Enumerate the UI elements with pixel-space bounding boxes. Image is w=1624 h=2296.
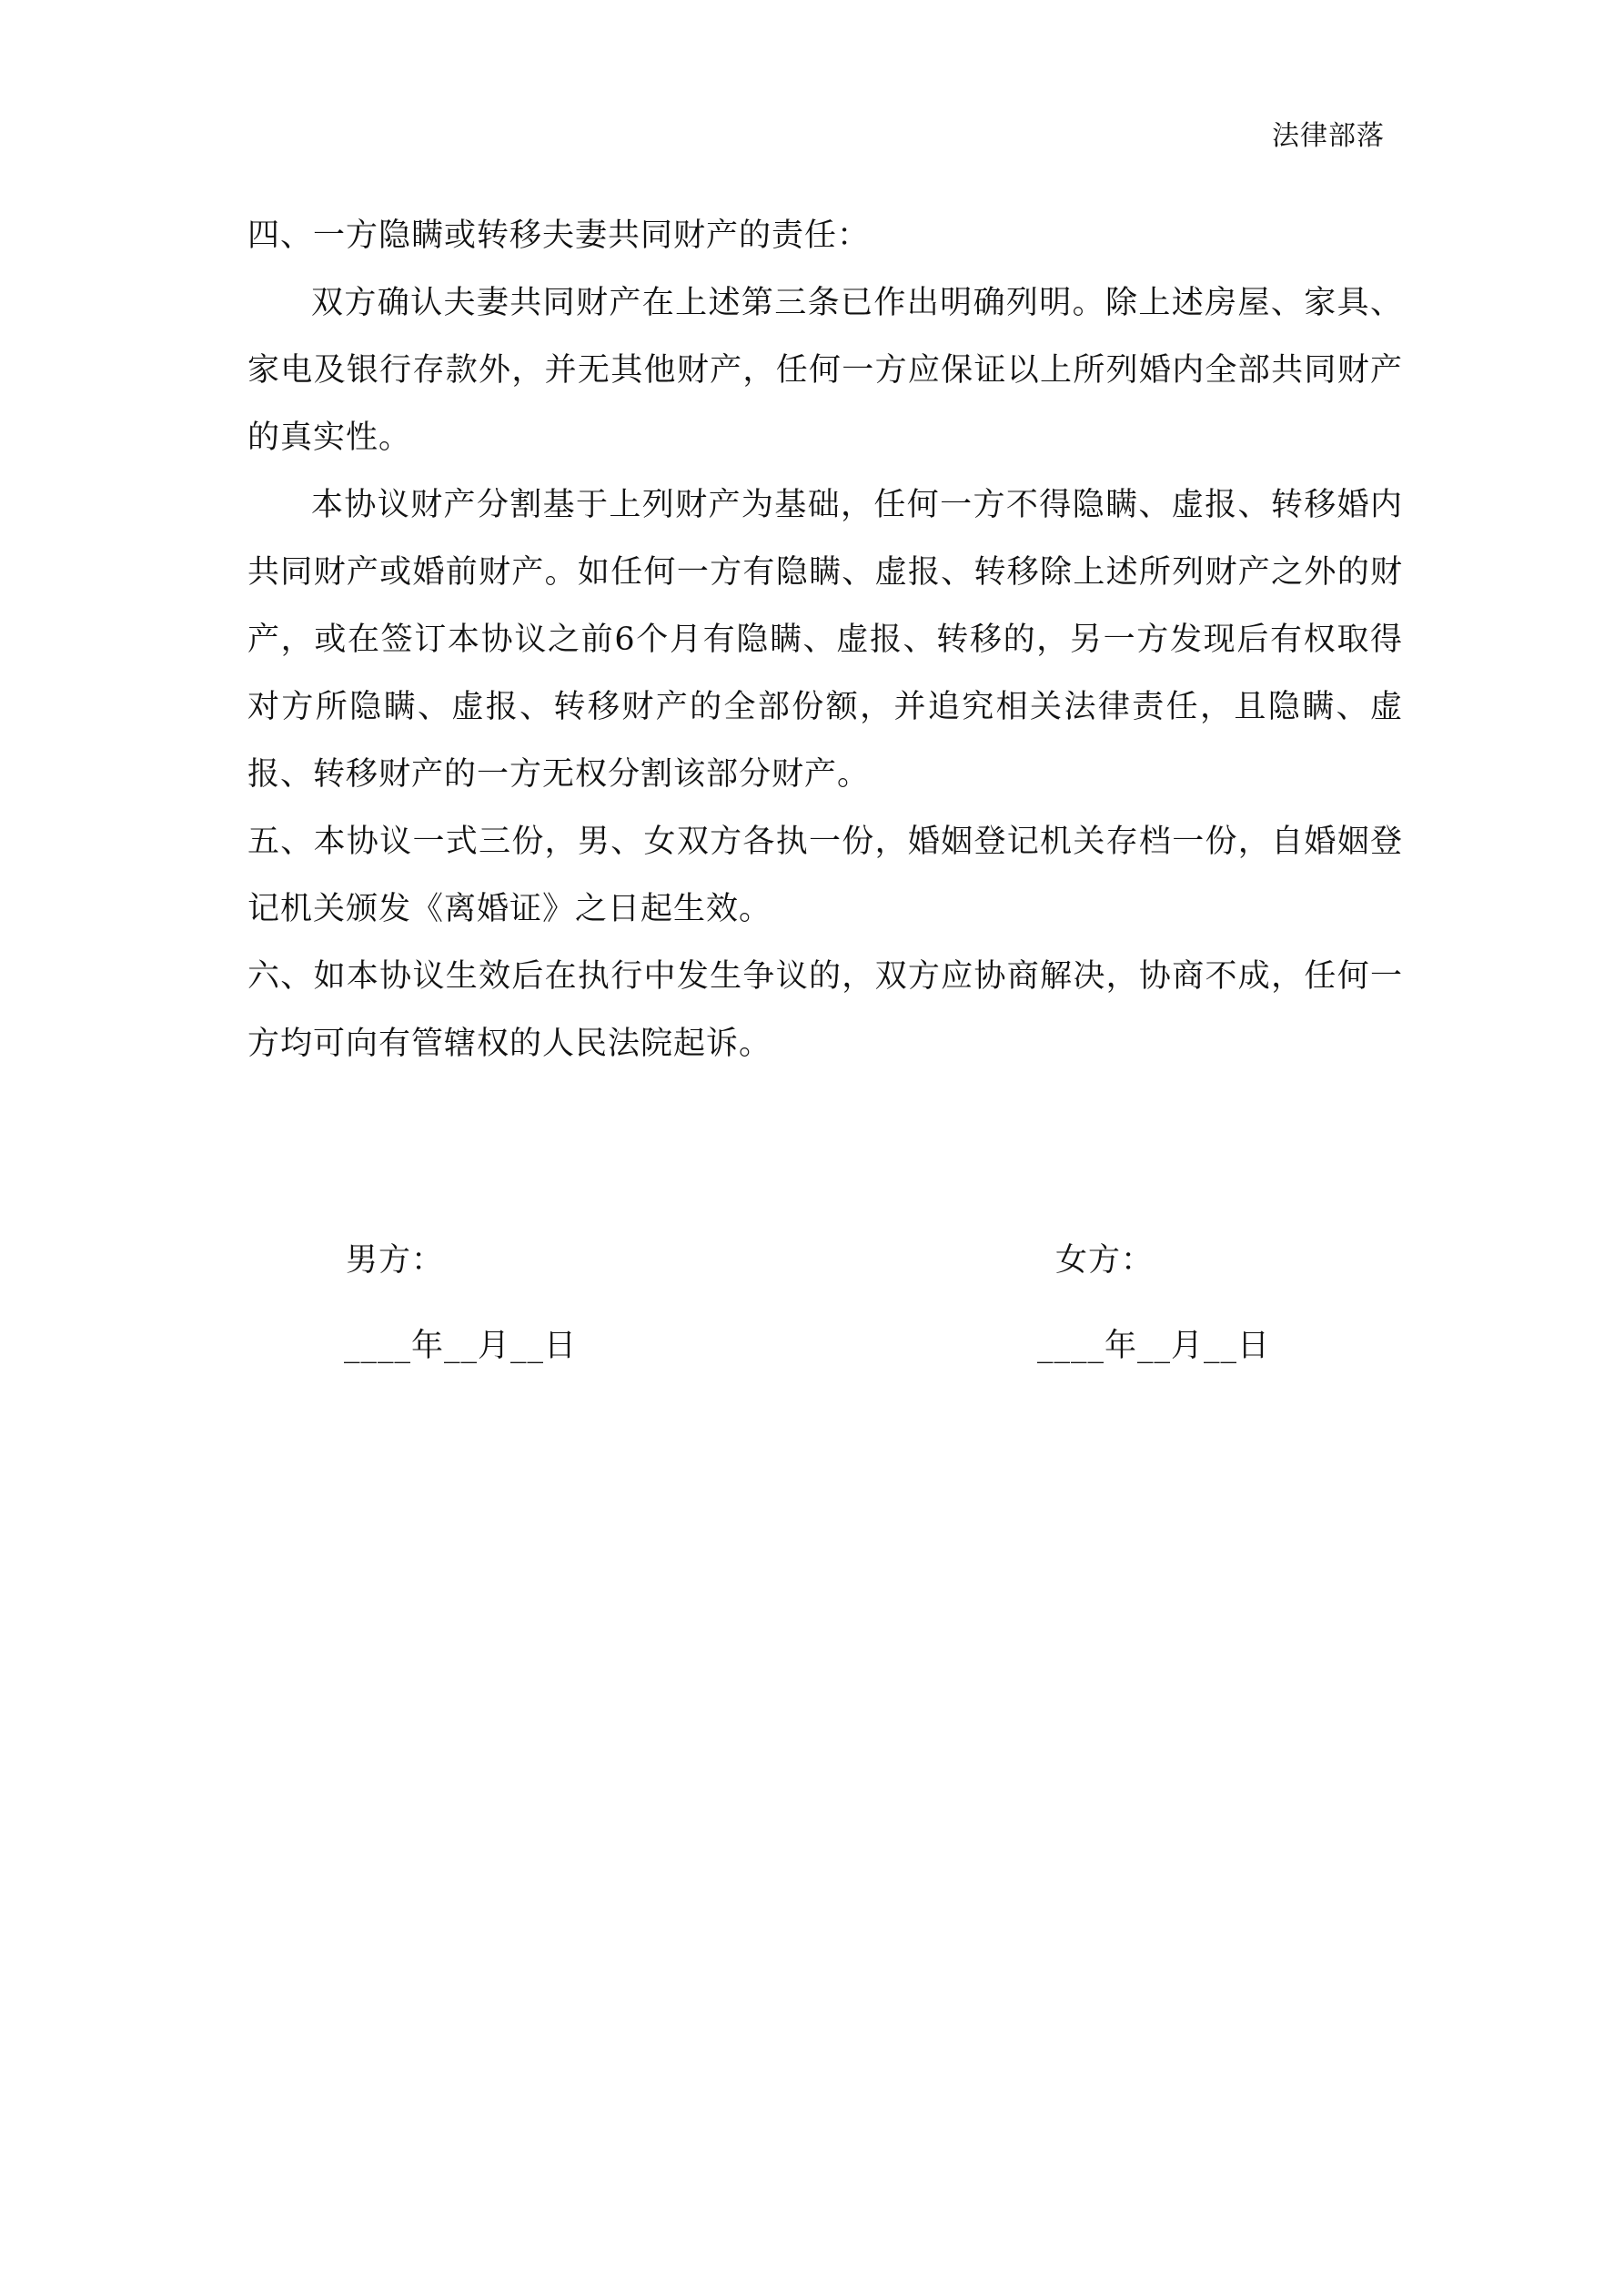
section-6: 六、如本协议生效后在执行中发生争议的，双方应协商解决，协商不成，任何一方均可向有管辖权的人民法院起诉。 (247, 958, 1403, 1062)
male-signature-date: ____年__月__日 (344, 1328, 578, 1364)
female-signature-date: ____年__月__日 (1037, 1328, 1271, 1364)
agreement-body (247, 202, 1403, 1077)
section-4-paragraph-1: 双方确认夫妻共同财产在上述第三条已作出明确列明。除上述房屋、家具、家电及银行存款外，并无其他财产，任何一方应保证以上所列婚内全部共同财产的真实性。 (247, 285, 1403, 456)
header-source-mark: 法律部落 (1272, 120, 1385, 152)
male-signature-label: 男方： (346, 1242, 445, 1279)
section-4-paragraph-2: 本协议财产分割基于上列财产为基础，任何一方不得隐瞒、虚报、转移婚内共同财产或婚前财产。如任何一方有隐瞒、虚报、转移除上述所列财产之外的财产，或在签订本协议之前6个月有隐瞒、虚报、转移的，另一方发现后有权取得对方所隐瞒、虚报、转移财产的全部份额，并追究相关法律责任，且隐瞒、虚报、转移财产的一方无权分割该部分财产。 (247, 487, 1403, 793)
female-signature-label: 女方： (1055, 1242, 1155, 1279)
section-4-title: 四、一方隐瞒或转移夫妻共同财产的责任： (247, 217, 871, 254)
section-5: 五、本协议一式三份，男、女双方各执一份，婚姻登记机关存档一份，自婚姻登记机关颁发《离婚证》之日起生效。 (247, 824, 1403, 927)
